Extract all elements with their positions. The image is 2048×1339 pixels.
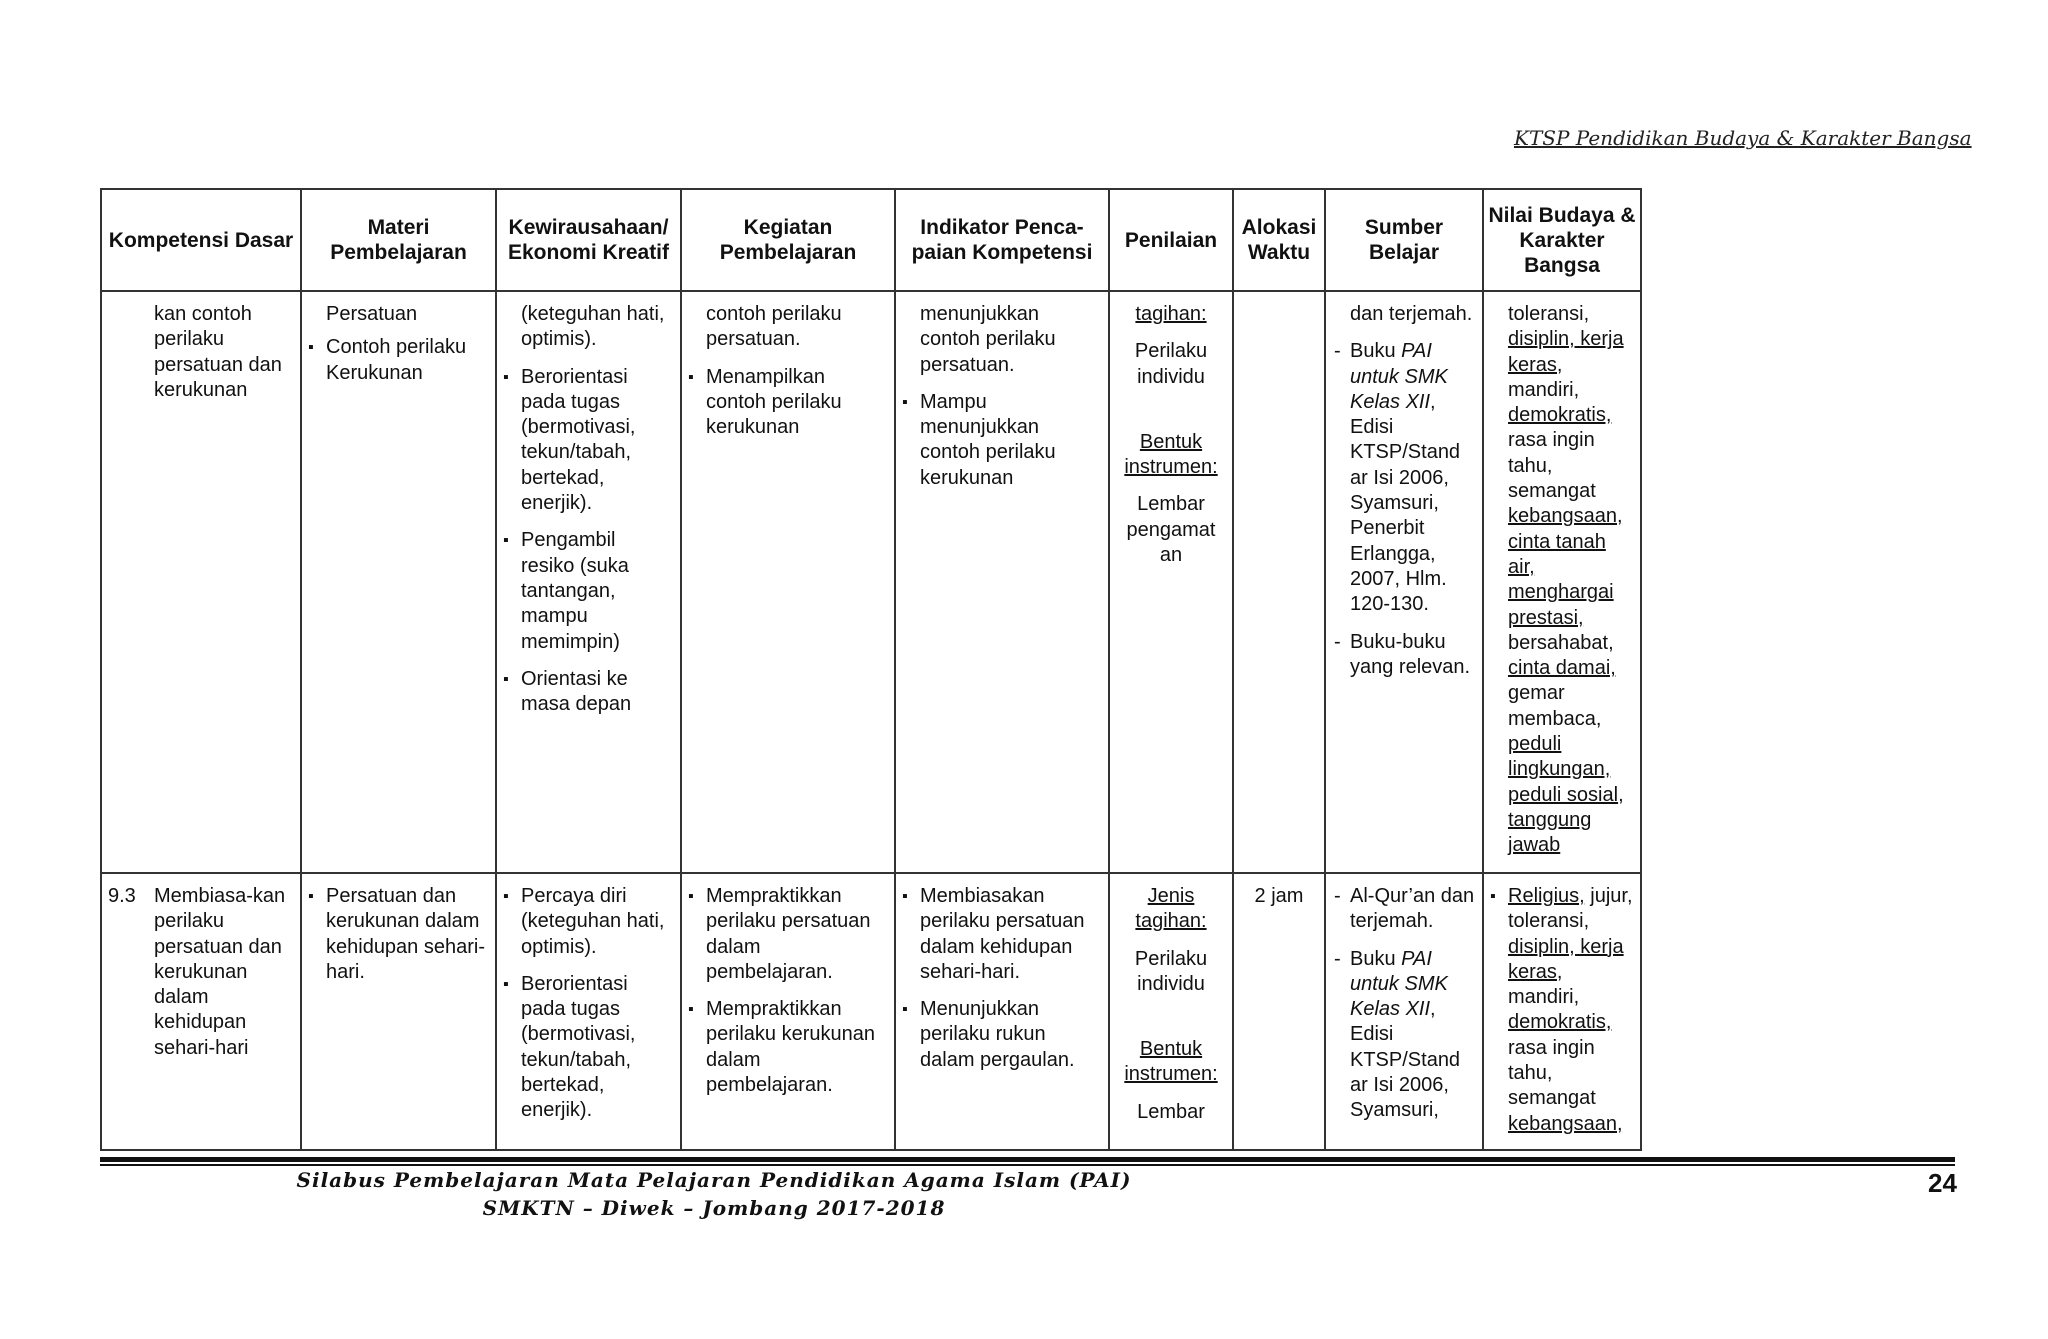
page-number: 24: [1928, 1168, 1957, 1198]
indikator-cell: [895, 873, 1109, 1150]
value-text: mandiri,: [1508, 378, 1580, 401]
table-row: [101, 873, 1641, 1150]
nilai-text: [1490, 884, 1634, 1137]
underlined-value: cinta damai,: [1508, 657, 1616, 680]
kd-number: 9.3: [108, 885, 136, 907]
column-header-kompetensi-dasar: Kompetensi Dasar: [101, 189, 301, 291]
underlined-value: tanggung jawab: [1508, 808, 1592, 857]
kd-text: Membiasa-kan perilaku persatuan dan kerukunan dalam kehidupan sehari-hari: [154, 885, 286, 1059]
nilai-cell: [1483, 873, 1641, 1150]
value-text: rasa ingin tahu, semangat: [1508, 429, 1596, 503]
materi-text: Persatuan: [326, 303, 418, 325]
list-item: ▪ Berorientasi pada tugas (bermotivasi, tekun/tabah, bertekad, enerjik).: [503, 972, 674, 1124]
list-item: ▪ Menunjukkan perilaku rukun dalam pergaulan.: [902, 997, 1102, 1073]
kegiatan-cell: [681, 873, 895, 1150]
penilaian-cell: [1109, 291, 1233, 873]
list-item: - Al-Qur’an dan terjemah.: [1332, 884, 1476, 935]
penilaian-value: Lembar: [1137, 1100, 1205, 1123]
penilaian-label: Bentuk instrumen:: [1124, 1038, 1218, 1086]
list-item: ▪ Mampu menunjukkan contoh perilaku kerukunan: [902, 390, 1102, 491]
nilai-text: [1490, 302, 1634, 859]
footer-rule-thick: [100, 1157, 1955, 1162]
column-header-materi: Materi Pembelajaran: [301, 189, 496, 291]
materi-cell: [301, 873, 496, 1150]
list-item: - Buku-buku yang relevan.: [1332, 630, 1476, 681]
value-text: gemar membaca,: [1508, 682, 1602, 730]
alokasi-value: 2 jam: [1254, 885, 1304, 907]
kewirausahaan-cell: [496, 291, 681, 873]
list-item: ▪ Percaya diri (keteguhan hati, optimis).: [503, 884, 674, 960]
alokasi-cell: [1233, 873, 1325, 1150]
penilaian-cell: [1109, 873, 1233, 1150]
penilaian-value: Lembar pengamat an: [1126, 493, 1216, 567]
value-text: toleransi,: [1508, 303, 1590, 325]
column-header-sumber: Sumber Belajar: [1325, 189, 1483, 291]
book-title: PAI untuk SMK Kelas XII: [1350, 340, 1448, 413]
list-item: ▪ Mempraktikkan perilaku kerukunan dalam pembelajaran.: [688, 997, 888, 1098]
indikator-text: menunjukkan contoh perilaku persatuan.: [920, 303, 1056, 376]
column-header-kewirausahaan: Kewirausahaan/ Ekonomi Kreatif: [496, 189, 681, 291]
footer-text: [100, 1166, 1328, 1222]
list-item: - Buku PAI untuk SMK Kelas XII, Edisi KTSP/Stand ar Isi 2006, Syamsuri,: [1332, 947, 1476, 1124]
underlined-value: demokratis,: [1508, 1011, 1612, 1034]
column-header-alokasi: Alokasi Waktu: [1233, 189, 1325, 291]
kd-cell: [101, 873, 301, 1150]
kd-cell: [101, 291, 301, 873]
footer-line-2: SMKTN – Diwek – Jombang 2017-2018: [482, 1196, 946, 1220]
list-item: ▪ Contoh perilaku Kerukunan: [308, 335, 489, 386]
penilaian-value: Perilaku individu: [1134, 947, 1208, 995]
underlined-value: disiplin, kerja keras,: [1508, 328, 1624, 376]
penilaian-label: tagihan:: [1135, 303, 1207, 325]
list-item: ▪ Orientasi ke masa depan: [503, 667, 674, 718]
list-item: ▪ Pengambil resiko (suka tantangan, mampu memimpin): [503, 528, 674, 654]
column-header-penilaian: Penilaian: [1109, 189, 1233, 291]
alokasi-cell: [1233, 291, 1325, 873]
underlined-value: demokratis,: [1508, 404, 1612, 427]
underlined-value: disiplin, kerja keras,: [1508, 935, 1624, 983]
underlined-value: Religius,: [1508, 885, 1585, 907]
underlined-value: kebangsaan, cinta tanah air, menghargai prestasi,: [1508, 505, 1623, 629]
list-item: ▪ Menampilkan contoh perilaku kerukunan: [688, 365, 888, 441]
penilaian-value: Perilaku individu: [1134, 340, 1208, 388]
kegiatan-text: contoh perilaku persatuan.: [706, 303, 842, 351]
list-item: ▪ Persatuan dan kerukunan dalam kehidupan sehari-hari.: [308, 884, 489, 985]
value-text: ,: [1618, 783, 1624, 806]
value-text: jujur, toleransi,: [1508, 885, 1633, 933]
underlined-value: kebangsaan,: [1508, 1112, 1623, 1135]
list-item: - Buku PAI untuk SMK Kelas XII, Edisi KTSP/Stand ar Isi 2006, Syamsuri, Penerbit Erlangga, 2007, Hlm. 120-130.: [1332, 339, 1476, 617]
penilaian-label: Jenis tagihan:: [1135, 885, 1207, 933]
value-text: bersahabat,: [1508, 631, 1614, 654]
sumber-cell: [1325, 873, 1483, 1150]
value-text: mandiri,: [1508, 986, 1580, 1009]
footer-line-1: Silabus Pembelajaran Mata Pelajaran Pendidikan Agama Islam (PAI): [296, 1168, 1132, 1192]
materi-cell: [301, 291, 496, 873]
book-title: PAI untuk SMK Kelas XII: [1350, 947, 1448, 1021]
kewirausahaan-text: (keteguhan hati, optimis).: [521, 303, 665, 351]
underlined-value: peduli lingkungan, peduli sosial: [1508, 733, 1619, 806]
indikator-cell: [895, 291, 1109, 873]
table-row: [101, 291, 1641, 873]
list-item: ▪ Mempraktikkan perilaku persatuan dalam pembelajaran.: [688, 884, 888, 985]
column-header-kegiatan: Kegiatan Pembelajaran: [681, 189, 895, 291]
column-header-nilai: Nilai Budaya & Karakter Bangsa: [1483, 189, 1641, 291]
kd-text: kan contoh perilaku persatuan dan kerukunan: [154, 303, 282, 401]
kegiatan-cell: [681, 291, 895, 873]
value-text: rasa ingin tahu, semangat: [1508, 1036, 1596, 1110]
nilai-cell: [1483, 291, 1641, 873]
penilaian-label: Bentuk instrumen:: [1124, 430, 1218, 479]
column-header-indikator: Indikator Penca-paian Kompetensi: [895, 189, 1109, 291]
list-item: ▪ Berorientasi pada tugas (bermotivasi, tekun/tabah, bertekad, enerjik).: [503, 365, 674, 517]
kewirausahaan-cell: [496, 873, 681, 1150]
list-item: ▪ Membiasakan perilaku persatuan dalam kehidupan sehari-hari.: [902, 884, 1102, 985]
sumber-text: dan terjemah.: [1350, 303, 1473, 325]
sumber-cell: [1325, 291, 1483, 873]
document-header-title: KTSP Pendidikan Budaya & Karakter Bangsa: [1514, 126, 1972, 150]
table-header-row: [101, 189, 1641, 291]
syllabus-table: [100, 188, 1642, 1151]
